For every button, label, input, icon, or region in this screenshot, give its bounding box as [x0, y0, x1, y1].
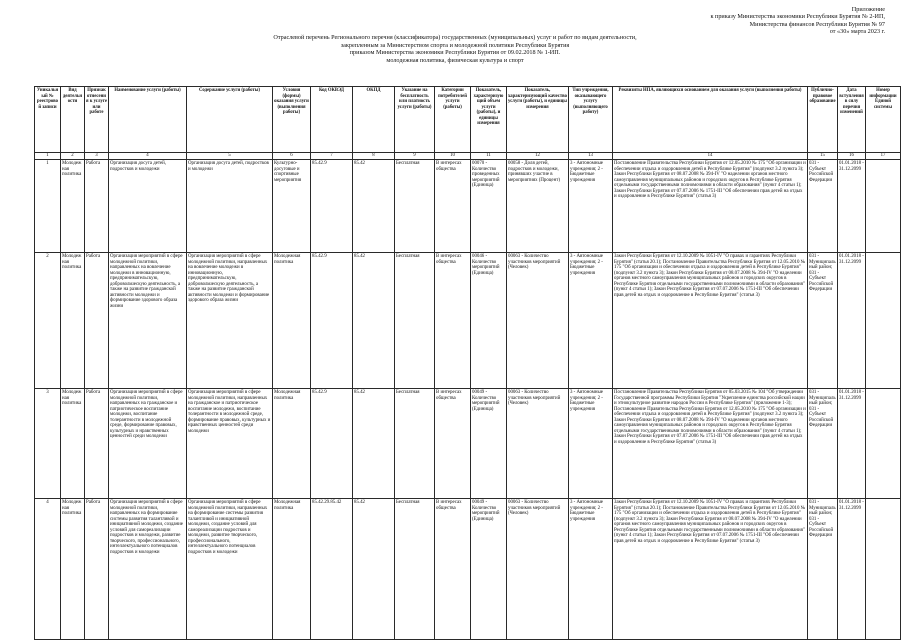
cell-content: Организация мероприятий в сфере молодежной политики, направленных на формирование системы развития талантливой и инициативной молодежи, создание условий для самореализации подростков и молодежи, развитие творческого, профессионального, интеллектуального потенциалов подростков и молодежи [187, 499, 273, 640]
column-header: Признак отнесения к услуге или работе [85, 87, 109, 153]
column-number: 17 [866, 153, 901, 160]
column-header: Указание на бесплатность или платность услуги (работы) [395, 87, 435, 153]
cell-okved: 85.42.9 [311, 253, 353, 389]
cell-consumers: В интересах общества [435, 389, 471, 499]
column-header: Тип учреждения, оказывающего услугу (выполняющего работу) [569, 87, 613, 153]
cell-quality: 00063 - Количество участников мероприятий (Человек) [507, 499, 569, 640]
title-line: Отраслевой перечень Регионального перечня (классификатора) государственных (муниципальных) услуг и работ по видам деятельности, [273, 34, 637, 41]
column-header: Дата вступления в силу перечня изменений [838, 87, 866, 153]
cell-consumers: В интересах общества [435, 253, 471, 389]
column-header: Код ОКВЭД [311, 87, 353, 153]
table-row [35, 160, 901, 253]
cell-entity: 031 - Муниципальный район; 031 - Субъект Российской Федерации [808, 499, 838, 640]
cell-content: Организация мероприятий в сфере молодежной политики, направленных на вовлечение молодежи в инновационную, предпринимательскую, добровольческую деятельность, а также на развитие гражданской активности молодежи и формирование здорового образа жизни [187, 253, 273, 389]
cell-volume: 00070 - Количество проведенных мероприятий (Единица) [471, 160, 507, 253]
cell-date: 01.01.2018 - 31.12.2099 [838, 499, 866, 640]
column-number: 8 [353, 153, 395, 160]
column-header: Показатель, характеризующий качество услуги (работы), и единицы измерения [507, 87, 569, 153]
column-number: 10 [435, 153, 471, 160]
table-row [35, 389, 901, 499]
column-header: Условия (формы) оказания услуги (выполнения работы) [273, 87, 311, 153]
header-row [35, 87, 901, 153]
cell-num: 1 [35, 160, 61, 253]
cell-entity: 031 - Субъект Российской Федерации [808, 160, 838, 253]
cell-institution-type: 3 - Автономные учреждения; 2 - Бюджетные учреждения [569, 253, 613, 389]
cell-date: 01.01.2018 - 31.12.2099 [838, 253, 866, 389]
cell-consumers: В интересах общества [435, 499, 471, 640]
cell-payment: Бесплатная [395, 499, 435, 640]
cell-payment: Бесплатная [395, 160, 435, 253]
title-line: приказом Министерства экономики Республики Бурятия от 09.02.2018 № 1-ИП. [349, 49, 561, 57]
cell-npa: Постановление Правительства Республики Бурятия от 12.05.2010 № 175 "Об организации и обеспечении отдыха и оздоровления детей в Республике Бурятия" (подпункт 3.2 пункта 3); Закон Республики Бурятия от 08.07.2008 № 394-IV "О наделении органов местного самоуправления муниципальных районов и городских округов в Республике Бурятия отдельными государственными полномочиями в области образования" (пункт 4 статьи 1); Закон Республики Бурятия от 07.07.2006 № 1751-III "Об обеспечении прав детей на отдых и оздоровление в Республике Бурятия" (статья 3) [613, 160, 808, 253]
cell-num: 4 [35, 499, 61, 640]
cell-conditions: Молодежная политика [273, 253, 311, 389]
cell-sign: Работа [85, 499, 109, 640]
cell-npa: Закон Республики Бурятия от 12.10.2009 № 1051-IV "О правах и гарантиях Республики Бурятия" (статья 20.1); Постановление Правительства Республики Бурятия от 12.05.2010 № 175 "Об организации и обеспечении отдыха и оздоровления детей в Республике Бурятия" (подпункт 3.2 пункта 3); Закон Республики Бурятия от 08.07.2008 № 394-IV "О наделении органов местного самоуправления муниципальных районов и городских округов в Республике Бурятия отдельными государственными полномочиями в области образования" (пункт 4 статьи 1); Закон Республики Бурятия от 07.07.2006 № 1751-III "Об обеспечении прав детей на отдых и оздоровление в Республике Бурятия" (статья 3) [613, 499, 808, 640]
cell-content: Организация досуга детей, подростков и молодежи [187, 160, 273, 253]
cell-sign: Работа [85, 160, 109, 253]
appendix-line: Министерства финансов Республики Бурятия № 97 [749, 20, 885, 28]
appendix-note [625, 6, 885, 36]
cell-conditions: Молодежная политика [273, 389, 311, 499]
column-number: 9 [395, 153, 435, 160]
cell-institution-type: 3 - Автономные учреждения; 2 - Бюджетные учреждения [569, 499, 613, 640]
cell-info [866, 389, 901, 499]
cell-npa: Постановление Правительства Республики Бурятия от 05.03.2015 № 104 "Об утверждении Государственной программы Республики Бурятия "Укрепление единства российской нации и этнокультурное развитие народов России в Республике Бурятия" (приложение 1-3); Постановление Правительства Республики Бурятия от 12.05.2010 № 175 "Об организации и обеспечении отдыха и оздоровления детей в Республике Бурятия" (подпункт 3.2 пункта 3); Закон Республики Бурятия от 08.07.2008 № 394-IV "О наделении органов местного самоуправления муниципальных районов и городских округов в Республике Бурятия отдельными государственными полномочиями в области образования" (пункт 4 статьи 1); Закон Республики Бурятия от 07.07.2006 № 1751-III "Об обеспечении прав детей на отдых и оздоровление в Республике Бурятия" (статья 3) [613, 389, 808, 499]
cell-okpd: 85.42 [353, 160, 395, 253]
cell-num: 2 [35, 253, 61, 389]
column-number-row [35, 153, 901, 160]
column-number: 7 [311, 153, 353, 160]
column-header: Публично-правовое образование [808, 87, 838, 153]
cell-payment: Бесплатная [395, 389, 435, 499]
title-line: закрепленным за Министерством спорта и молодежной политики Республики Бурятия [340, 41, 570, 49]
column-header: Вид деятельности [61, 87, 85, 153]
column-number: 16 [838, 153, 866, 160]
cell-volume: 00049 - Количество мероприятий (Единица) [471, 499, 507, 640]
cell-okved: 85.42.9 [311, 389, 353, 499]
cell-content: Организация мероприятий в сфере молодежной политики, направленных на гражданское и патриотическое воспитание молодежи, воспитание толерантности в молодежной среде, формирование правовых, культурных и нравственных ценностей среди молодежи [187, 389, 273, 499]
column-header: Показатель, характеризующий объем услуги (работы), и единицы измерения [471, 87, 507, 153]
document-title [90, 34, 820, 64]
cell-okpd: 85.42 [353, 499, 395, 640]
cell-volume: 00049 - Количество мероприятий (Единица) [471, 389, 507, 499]
column-header: Категории потребителей услуги (работы) [435, 87, 471, 153]
cell-okved: 85.42.29.85.42 [311, 499, 353, 640]
column-header: Реквизиты НПА, являющихся основанием для оказания услуги (выполнения работы) [613, 87, 808, 153]
cell-name: Организация мероприятий в сфере молодежной политики, направленных на гражданское и патриотическое воспитание молодежи, воспитание толерантности в молодежной среде, формирование правовых, культурных и нравственных ценностей среди молодежи [109, 389, 187, 499]
cell-name: Организация мероприятий в сфере молодежной политики, направленных на вовлечение молодежи в инновационную, предпринимательскую, добровольческую деятельность, а также на развитие гражданской активности молодежи и формирование здорового образа жизни [109, 253, 187, 389]
cell-payment: Бесплатная [395, 253, 435, 389]
cell-institution-type: 3 - Автономные учреждения; 2 - Бюджетные учреждения [569, 389, 613, 499]
table-row [35, 253, 901, 389]
column-header: Уникальный № реестровой записи [35, 87, 61, 153]
column-number: 4 [109, 153, 187, 160]
cell-entity: 031 - Муниципальный район; 031 - Субъект Российской Федерации [808, 253, 838, 389]
cell-name: Организация досуга детей, подростков и молодежи [109, 160, 187, 253]
column-number: 1 [35, 153, 61, 160]
column-header: ОКПД [353, 87, 395, 153]
appendix-line: к приказу Министерства экономики Республики Бурятия № 2-ИП, [710, 13, 885, 21]
cell-entity: 031 - Муниципальный район; 031 - Субъект Российской Федерации [808, 389, 838, 499]
column-number: 11 [471, 153, 507, 160]
cell-info [866, 253, 901, 389]
cell-info [866, 499, 901, 640]
cell-npa: Закон Республики Бурятия от 12.10.2009 № 1051-IV "О правах и гарантиях Республики Бурятия" (статья 20.1); Постановление Правительства Республики Бурятия от 12.05.2010 № 175 "Об организации и обеспечении отдыха и оздоровления детей в Республике Бурятия" (подпункт 3.2 пункта 3); Закон Республики Бурятия от 08.07.2008 № 394-IV "О наделении органов местного самоуправления муниципальных районов и городских округов в Республике Бурятия отдельными государственными полномочиями в области образования" (пункт 4 статьи 1); Закон Республики Бурятия от 07.07.2006 № 1751-III "Об обеспечении прав детей на отдых и оздоровление в Республике Бурятия" (статья 3) [613, 253, 808, 389]
cell-sign: Работа [85, 253, 109, 389]
cell-date: 01.01.2018 - 31.12.2099 [838, 160, 866, 253]
cell-institution-type: 3 - Автономные учреждения; 2 - Бюджетные учреждения [569, 160, 613, 253]
cell-sign: Работа [85, 389, 109, 499]
column-number: 14 [613, 153, 808, 160]
appendix-line: Приложение [851, 6, 885, 13]
column-number: 2 [61, 153, 85, 160]
cell-activity: Молодежная политика [61, 160, 85, 253]
appendix-line: от «30» марта 2023 г. [829, 28, 885, 36]
column-header: Содержание услуги (работы) [187, 87, 273, 153]
cell-quality: 00063 - Количество участников мероприятий (Человек) [507, 253, 569, 389]
column-number: 15 [808, 153, 838, 160]
cell-conditions: Молодежная политика [273, 499, 311, 640]
column-number: 3 [85, 153, 109, 160]
cell-activity: Молодежная политика [61, 389, 85, 499]
column-number: 13 [569, 153, 613, 160]
title-line: молодежная политика, физическая культура и спорт [386, 56, 524, 64]
cell-okved: 85.42.9 [311, 160, 353, 253]
cell-volume: 00046 - Количество мероприятий (Единица) [471, 253, 507, 389]
column-header: Наименование услуги (работы) [109, 87, 187, 153]
cell-num: 3 [35, 389, 61, 499]
column-number: 12 [507, 153, 569, 160]
cell-quality: 00058 - Доля детей, подростков и молодежи, принявших участие в мероприятиях (Процент) [507, 160, 569, 253]
column-number: 6 [273, 153, 311, 160]
cell-okpd: 85.42 [353, 389, 395, 499]
table-row [35, 499, 901, 640]
cell-activity: Молодежная политика [61, 499, 85, 640]
cell-conditions: Культурно-досуговые и спортивные мероприятия [273, 160, 311, 253]
cell-date: 01.01.2018 - 31.12.2099 [838, 389, 866, 499]
cell-okpd: 85.42 [353, 253, 395, 389]
column-header: Номер информации Единой системы [866, 87, 901, 153]
column-number: 5 [187, 153, 273, 160]
cell-activity: Молодежная политика [61, 253, 85, 389]
cell-name: Организация мероприятий в сфере молодежной политики, направленных на формирование системы развития талантливой и инициативной молодежи, создание условий для самореализации подростков и молодежи, развитие творческого, профессионального, интеллектуального потенциалов подростков и молодежи [109, 499, 187, 640]
cell-consumers: В интересах общества [435, 160, 471, 253]
cell-info [866, 160, 901, 253]
registry-table [34, 86, 901, 640]
cell-quality: 00063 - Количество участников мероприятий (Человек) [507, 389, 569, 499]
